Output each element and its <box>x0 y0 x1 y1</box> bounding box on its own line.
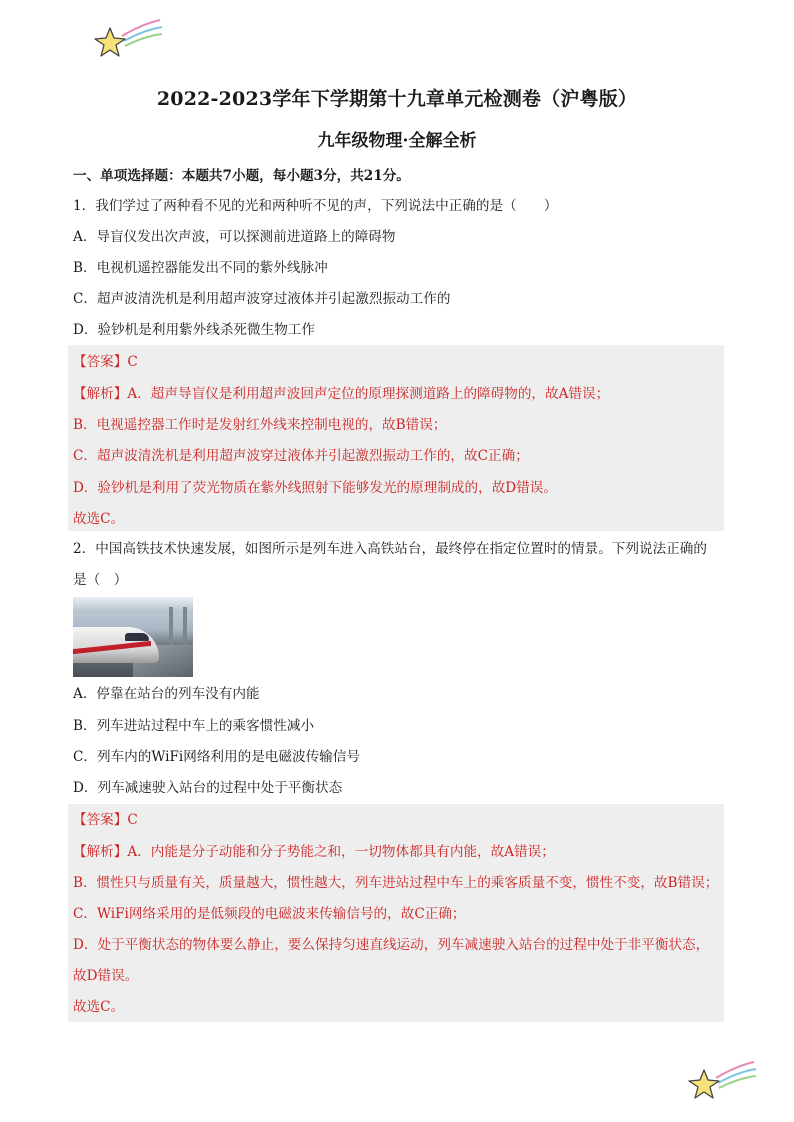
analysis-label: 【解析】 <box>73 386 128 402</box>
answer-value: C <box>127 354 138 370</box>
document-subtitle: 九年级物理·全解全析 <box>317 131 477 151</box>
analysis-line-3: C．WiFi网络采用的是低频段的电磁波来传输信号的，故C正确； <box>73 906 466 922</box>
analysis-line-5: 故D错误。 <box>73 968 139 984</box>
answer-line-1 <box>73 352 723 372</box>
analysis-line-2: B．电视遥控器工作时是发射红外线来控制电视的，故B错误； <box>73 417 447 433</box>
conclusion-line: 故选C。 <box>73 999 125 1015</box>
question-1-option-c: C．超声波清洗机是利用超声波穿过液体并引起激烈振动工作的 <box>73 291 451 307</box>
document-title: 2022-2023学年下学期第十九章单元检测卷（沪粤版） <box>156 88 638 110</box>
question-1-option-d: D．验钞机是利用紫外线杀死微生物工作 <box>73 322 315 338</box>
question-2-stem-line-1: 2．中国高铁技术快速发展，如图所示是列车进入高铁站台，最终停在指定位置时的情景。下列说法正确的 <box>73 541 707 557</box>
analysis-line-2: B．惯性只与质量有关，质量越大，惯性越大，列车进站过程中车上的乘客质量不变，惯性不变，故B错误； <box>73 875 719 891</box>
answer-label: 【答案】 <box>73 812 128 828</box>
analysis-line-3: C．超声波清洗机是利用超声波穿过液体并引起激烈振动工作的，故C正确； <box>73 448 529 464</box>
shooting-star-icon <box>686 1056 758 1102</box>
question-2-option-c: C．列车内的WiFi网络利用的是电磁波传输信号 <box>73 749 360 765</box>
analysis-text: A．超声导盲仪是利用超声波回声定位的原理探测道路上的障碍物的，故A错误； <box>127 386 610 402</box>
question-2-option-b: B．列车进站过程中车上的乘客惯性减小 <box>73 718 315 734</box>
analysis-line-4: D．验钞机是利用了荧光物质在紫外线照射下能够发光的原理制成的，故D错误。 <box>73 480 557 496</box>
conclusion-line: 故选C。 <box>73 511 125 527</box>
analysis-line-4: D．处于平衡状态的物体要么静止，要么保持匀速直线运动，列车减速驶入站台的过程中处于非平衡状态， <box>73 937 710 953</box>
question-2-option-a: A．停靠在站台的列车没有内能 <box>73 686 260 702</box>
answer-line-2 <box>73 810 723 830</box>
train-station-photo <box>73 597 193 677</box>
analysis-text: A．内能是分子动能和分子势能之和，一切物体都具有内能，故A错误； <box>127 844 555 860</box>
question-2-stem-line-2: 是（ ） <box>73 572 128 588</box>
section-heading: 一、单项选择题：本题共7小题，每小题3分，共21分。 <box>73 168 410 184</box>
analysis-line-1 <box>73 842 723 862</box>
answer-label: 【答案】 <box>73 354 128 370</box>
question-2-option-d: D．列车减速驶入站台的过程中处于平衡状态 <box>73 780 343 796</box>
answer-panel-1 <box>68 345 724 531</box>
analysis-line-1 <box>73 384 723 404</box>
question-1-stem: 1．我们学过了两种看不见的光和两种听不见的声，下列说法中正确的是（ ） <box>73 198 558 214</box>
analysis-label: 【解析】 <box>73 844 128 860</box>
shooting-star-icon <box>92 14 164 60</box>
question-1-option-b: B．电视机遥控器能发出不同的紫外线脉冲 <box>73 260 328 276</box>
question-1-option-a: A．导盲仪发出次声波，可以探测前进道路上的障碍物 <box>73 229 396 245</box>
answer-value: C <box>127 812 138 828</box>
